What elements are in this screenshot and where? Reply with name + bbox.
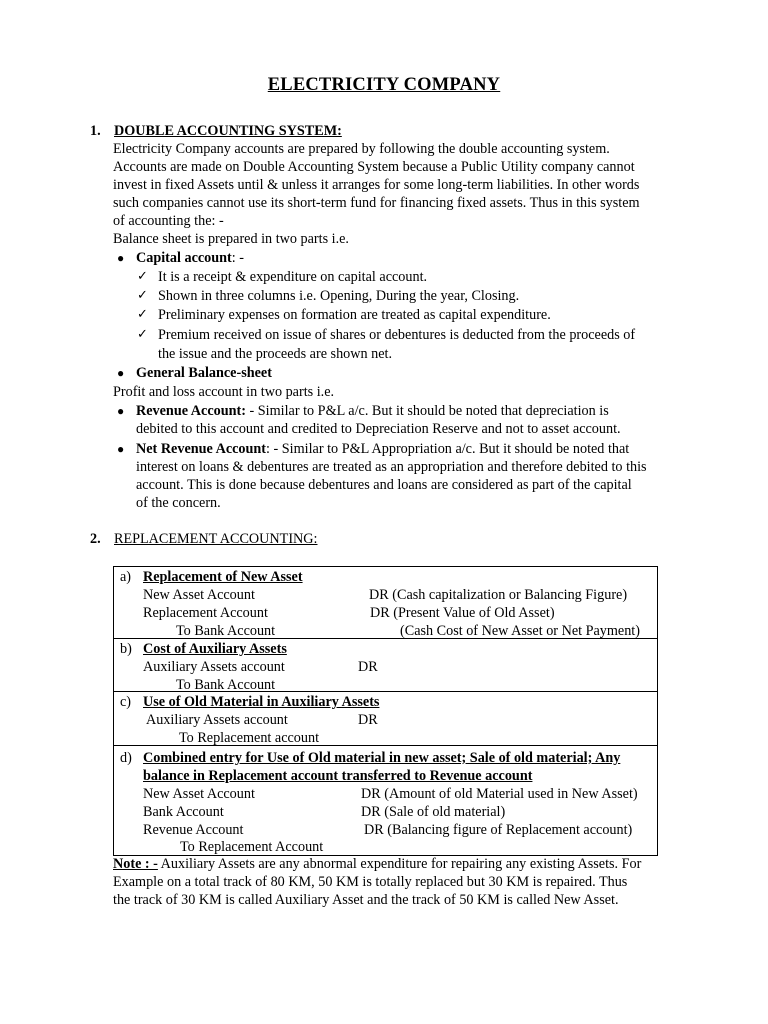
section-1-heading xyxy=(90,122,342,140)
bullet-icon: ● xyxy=(117,442,125,456)
row-heading: Combined entry for Use of Old material in new asset; Sale of old material; Any xyxy=(143,750,621,766)
entry-debit-account: Auxiliary Assets account xyxy=(146,712,288,728)
note-text: Auxiliary Assets are any abnormal expenditure for repairing any existing Assets. For xyxy=(157,856,642,872)
net-revenue-account-item xyxy=(136,440,629,458)
capital-account-item xyxy=(136,249,244,267)
paragraph-line: invest in fixed Assets until & unless it arranges for some long-term liabilities. In other words xyxy=(113,177,640,193)
entry-credit-account: To Bank Account xyxy=(176,623,276,639)
revenue-account-item xyxy=(136,402,609,420)
table-row-c xyxy=(114,691,657,746)
row-heading: Replacement of New Asset xyxy=(143,569,303,585)
section-number: 1. xyxy=(90,123,101,139)
net-revenue-text-cont: of the concern. xyxy=(136,495,221,511)
entry-debit-note: DR (Present Value of Old Asset) xyxy=(370,605,555,621)
row-letter: d) xyxy=(120,750,132,766)
bullet-icon: ● xyxy=(117,251,125,265)
row-letter: a) xyxy=(120,569,132,585)
checklist-item-continued: the issue and the proceeds are shown net. xyxy=(158,346,393,362)
entry-debit-note: DR (Sale of old material) xyxy=(361,804,506,820)
entry-debit-note: DR xyxy=(358,712,378,728)
entry-debit-note: DR (Amount of old Material used in New Asset) xyxy=(361,786,638,802)
paragraph-line: Balance sheet is prepared in two parts i.e. xyxy=(113,231,349,247)
row-letter: c) xyxy=(120,694,132,710)
revenue-account-label: Revenue Account: xyxy=(136,403,246,419)
checklist-item: It is a receipt & expenditure on capital account. xyxy=(158,269,428,285)
entry-debit-account: Auxiliary Assets account xyxy=(143,659,285,675)
paragraph-line: Electricity Company accounts are prepared by following the double accounting system. xyxy=(113,141,610,157)
net-revenue-text-cont: account. This is done because debentures and loans are considered as part of the capital xyxy=(136,477,632,493)
section-title: DOUBLE ACCOUNTING SYSTEM: xyxy=(114,123,342,139)
section-title: REPLACEMENT ACCOUNTING: xyxy=(114,531,318,547)
entry-debit-account: Replacement Account xyxy=(143,605,268,621)
checklist-item: Preliminary expenses on formation are treated as capital expenditure. xyxy=(158,307,551,323)
row-heading: Cost of Auxiliary Assets xyxy=(143,641,287,657)
entry-debit-account: New Asset Account xyxy=(143,786,255,802)
checkmark-icon: ✓ xyxy=(137,288,148,303)
journal-entries-table xyxy=(113,566,658,856)
row-heading-cont: balance in Replacement account transferred to Revenue account xyxy=(143,768,533,784)
entry-debit-account: Bank Account xyxy=(143,804,224,820)
revenue-account-text: - Similar to P&L a/c. But it should be noted that depreciation is xyxy=(245,403,609,419)
bullet-icon: ● xyxy=(117,404,125,418)
revenue-account-text-cont: debited to this account and credited to Depreciation Reserve and not to asset account. xyxy=(136,421,621,437)
entry-debit-note: DR (Balancing figure of Replacement account) xyxy=(364,822,633,838)
paragraph-line: Accounts are made on Double Accounting System because a Public Utility company cannot xyxy=(113,159,635,175)
entry-credit-account: To Replacement Account xyxy=(180,839,324,855)
paragraph-line: Profit and loss account in two parts i.e. xyxy=(113,384,335,400)
table-row-a xyxy=(114,567,657,638)
paragraph-line: such companies cannot use its short-term fund for financing fixed assets. Thus in this system xyxy=(113,195,640,211)
bullet-icon: ● xyxy=(117,366,125,380)
net-revenue-text-cont: interest on loans & debentures are treated as an appropriation and therefore debited to this xyxy=(136,459,647,475)
entry-debit-note: DR xyxy=(358,659,378,675)
general-balance-sheet-item: General Balance-sheet xyxy=(136,365,272,381)
checkmark-icon: ✓ xyxy=(137,307,148,322)
entry-credit-note: (Cash Cost of New Asset or Net Payment) xyxy=(400,623,640,639)
entry-credit-account: To Replacement account xyxy=(179,730,320,746)
net-revenue-account-text: : - Similar to P&L Appropriation a/c. But it should be noted that xyxy=(266,441,630,457)
note-label: Note : - xyxy=(113,856,158,872)
entry-debit-account: Revenue Account xyxy=(143,822,244,838)
checklist-item: Shown in three columns i.e. Opening, During the year, Closing. xyxy=(158,288,520,304)
note-line xyxy=(113,855,641,873)
net-revenue-account-label: Net Revenue Account xyxy=(136,441,267,457)
section-number: 2. xyxy=(90,531,101,547)
entry-debit-account: New Asset Account xyxy=(143,587,255,603)
checkmark-icon: ✓ xyxy=(137,327,148,342)
row-heading: Use of Old Material in Auxiliary Assets xyxy=(143,694,380,710)
capital-account-suffix: : - xyxy=(231,250,244,266)
section-2-heading xyxy=(90,530,318,548)
table-row-d xyxy=(114,745,657,856)
checkmark-icon: ✓ xyxy=(137,269,148,284)
checklist-item: Premium received on issue of shares or debentures is deducted from the proceeds of xyxy=(158,327,636,343)
table-row-b xyxy=(114,638,657,692)
row-letter: b) xyxy=(120,641,132,657)
page-title: ELECTRICITY COMPANY xyxy=(267,75,501,95)
entry-credit-account: To Bank Account xyxy=(176,677,276,693)
note-line-cont: the track of 30 KM is called Auxiliary Asset and the track of 50 KM is called New Asset. xyxy=(113,892,619,908)
note-line-cont: Example on a total track of 80 KM, 50 KM is totally replaced but 30 KM is repaired. Thus xyxy=(113,874,628,890)
paragraph-line: of accounting the: - xyxy=(113,213,224,229)
capital-account-label: Capital account xyxy=(136,250,232,266)
entry-debit-note: DR (Cash capitalization or Balancing Figure) xyxy=(369,587,628,603)
